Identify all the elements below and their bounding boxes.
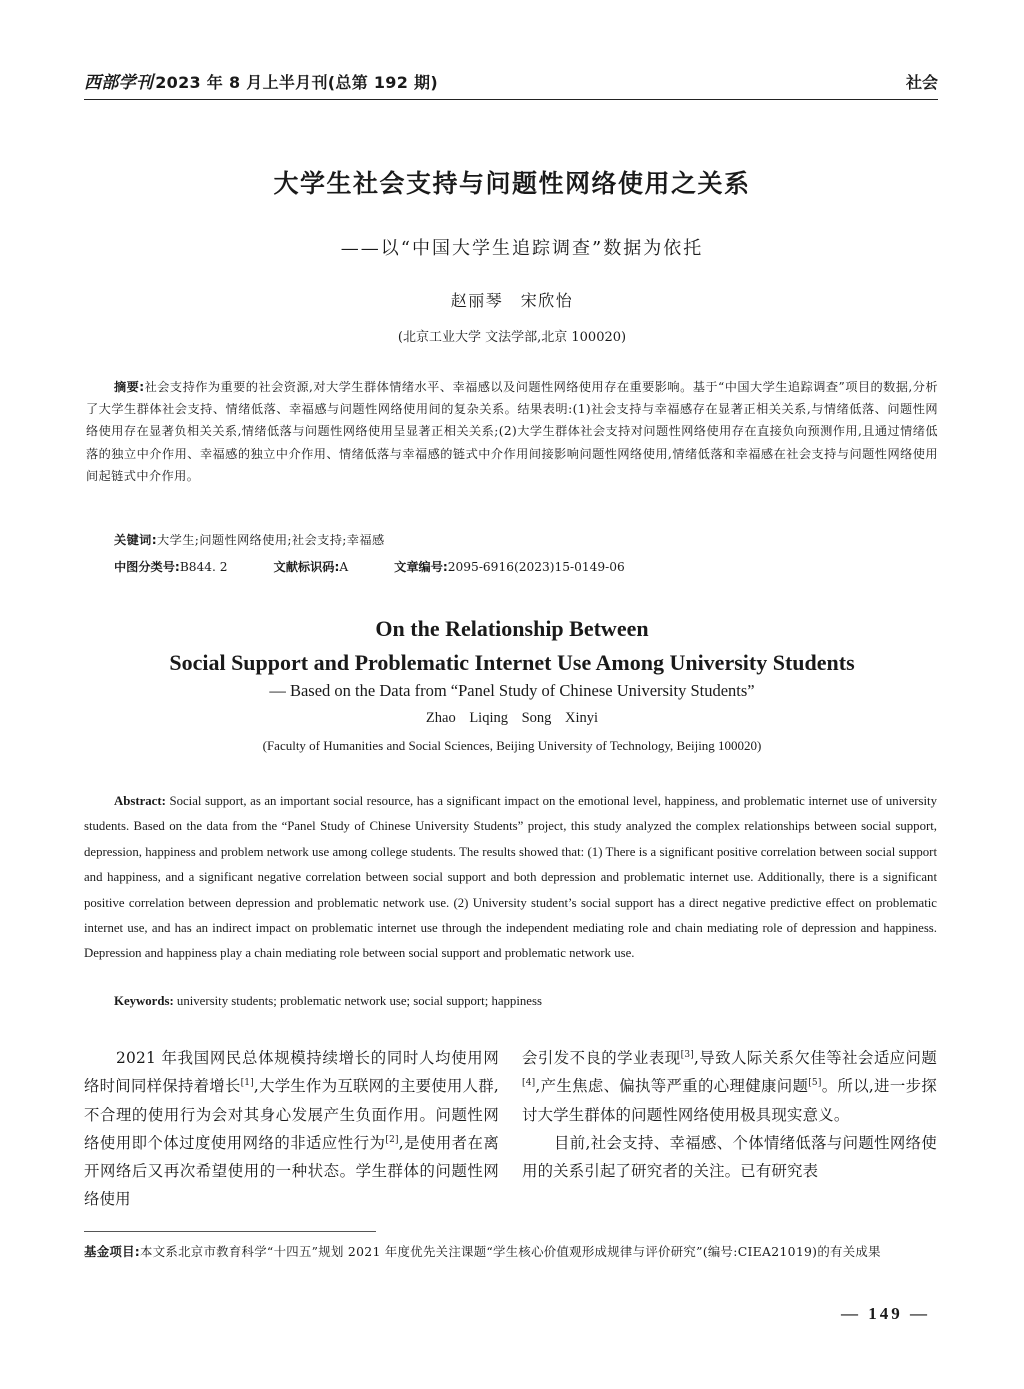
authors-chinese: 赵丽琴 宋欣怡 xyxy=(450,291,574,310)
journal-info xyxy=(84,68,438,93)
citation-ref[interactable]: [1] xyxy=(240,1078,254,1089)
funding-footnote xyxy=(84,1241,940,1263)
document-code: 文献标识码:A xyxy=(273,560,349,574)
authors-english: Zhao Liqing Song Xinyi xyxy=(425,710,599,726)
body-paragraph: 会引发不良的学业表现[3],导致人际关系欠佳等社会适应问题[4],产生焦虑、偏执等严重的心理健康问题[5]。所以,进一步探讨大学生群体的问题性网络使用极具现实意义。 xyxy=(522,1049,937,1124)
journal-logo: 西部学刊 xyxy=(84,73,154,93)
footnote-text: 本文系北京市教育科学“十四五”规划 2021 年度优先关注课题“学生核心价值观形成规律与评价研究”(编号:CIEA21019)的有关成果 xyxy=(140,1244,881,1259)
running-header xyxy=(84,70,938,100)
citation-ref[interactable]: [5] xyxy=(808,1078,822,1089)
title-english xyxy=(0,612,1024,680)
subtitle-english: — Based on the Data from “Panel Study of Chinese University Students” xyxy=(269,681,755,700)
clc-number: 中图分类号:B844. 2 xyxy=(114,560,228,574)
footnote-divider xyxy=(84,1231,376,1232)
body-column-right xyxy=(522,1044,937,1185)
affiliation-chinese: (北京工业大学 文法学部,北京 100020) xyxy=(397,330,627,345)
keywords-english xyxy=(114,994,542,1009)
citation-ref[interactable]: [2] xyxy=(385,1134,399,1145)
title-en-line2: Social Support and Problematic Internet Use Among University Students xyxy=(169,650,855,675)
title-en-line1: On the Relationship Between xyxy=(375,616,649,641)
article-number: 文章编号:2095-6916(2023)15-0149-06 xyxy=(394,560,625,574)
abstract-en-label: Abstract: xyxy=(114,794,166,808)
keywords-en-label: Keywords: xyxy=(114,994,174,1008)
page-number: — 149 — xyxy=(841,1304,930,1323)
keywords-en-text: university students; problematic network use; social support; happiness xyxy=(176,994,542,1008)
abstract-chinese xyxy=(86,376,938,487)
citation-ref[interactable]: [3] xyxy=(680,1049,694,1060)
keywords-cn-label: 关键词: xyxy=(114,533,158,547)
citation-ref[interactable]: [4] xyxy=(522,1078,536,1089)
classification-row xyxy=(114,558,671,575)
body-paragraph: 2021 年我国网民总体规模持续增长的同时人均使用网络时间同样保持着增长[1],大学生作为互联网的主要使用人群,不合理的使用行为会对其身心发展产生负面作用。问题性网络使用即个体过度使用网络的非适应性行为[2],是使用者在离开网络后又再次希望使用的一种状态。学生群体的问题性网络使用 xyxy=(84,1049,499,1209)
body-paragraph: 目前,社会支持、幸福感、个体情绪低落与问题性网络使用的关系引起了研究者的关注。已有研究表 xyxy=(522,1133,937,1181)
body-column-left xyxy=(84,1044,499,1214)
footnote-label: 基金项目: xyxy=(84,1244,141,1259)
abstract-en-text: Social support, as an important social resource, has a significant impact on the emotional level, happiness, and problematic internet use of university students. Based on the data from the “Panel Study of Chinese University Students” project, this study analyzed the complex relationships between social support, depression, happiness and problem network use among college students. The results showed that: (1) There is a significant positive correlation between social support and happiness, and a significant negative correlation between social support and both depression and problematic internet use. Additionally, there is a significant positive correlation between depression and problematic network use. (2) University student’s social support has a direct negative predictive effect on problematic internet use, and has an indirect impact on problematic internet use through the independent mediating role and chain mediating role of depression and happiness. Depression and happiness play a chain mediating role between social support and problematic network use. xyxy=(84,794,938,961)
abstract-cn-text: 社会支持作为重要的社会资源,对大学生群体情绪水平、幸福感以及问题性网络使用存在重要影响。基于“中国大学生追踪调查”项目的数据,分析了大学生群体社会支持、情绪低落、幸福感与问题性网络使用间的复杂关系。结果表明:(1)社会支持与幸福感存在显著正相关关系,与情绪低落、问题性网络使用存在显著负相关关系,情绪低落与问题性网络使用呈显著正相关关系;(2)大学生群体社会支持对问题性网络使用存在直接负向预测作用,且通过情绪低落的独立中介作用、幸福感的独立中介作用、情绪低落与幸福感的链式中介作用间接影响问题性网络使用,情绪低落和幸福感在社会支持与问题性网络使用间起链式中介作用。 xyxy=(86,380,938,483)
title-chinese: 大学生社会支持与问题性网络使用之关系 xyxy=(273,169,751,198)
issue-info: 2023 年 8 月上半月刊(总第 192 期) xyxy=(155,73,438,92)
affiliation-english: (Faculty of Humanities and Social Sciences, Beijing University of Technology, Beijing 100020) xyxy=(262,738,762,753)
subtitle-chinese: ——以“中国大学生追踪调查”数据为依托 xyxy=(340,238,704,259)
keywords-cn-text: 大学生;问题性网络使用;社会支持;幸福感 xyxy=(157,533,385,547)
abstract-cn-label: 摘要: xyxy=(114,380,145,394)
keywords-chinese xyxy=(114,531,385,548)
abstract-english xyxy=(84,789,937,967)
section-label: 社会 xyxy=(905,73,938,92)
